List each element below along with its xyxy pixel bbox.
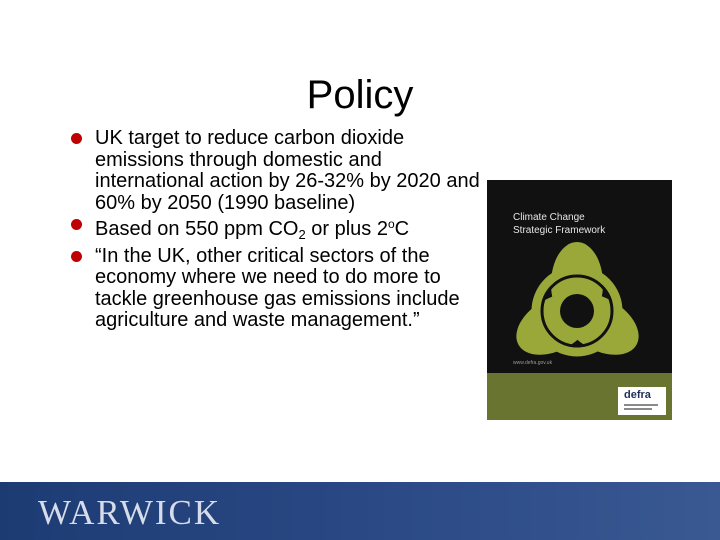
degree-superscript: o bbox=[387, 217, 395, 231]
cover-title-line: Climate Change bbox=[513, 212, 585, 223]
bullet-item bbox=[70, 246, 490, 332]
bullet-text: UK target to reduce carbon dioxide emissions through domestic and international action by 26-32% by 2020 and 60% by 2050 (1990 baseline) bbox=[95, 127, 480, 214]
slide-title: Policy bbox=[306, 73, 414, 117]
bullet-text-prefix: Based on 550 ppm CO bbox=[95, 218, 299, 240]
bullet-text: “In the UK, other critical sectors of the economy where we need to do more to tackle greenhouse gas emissions include agriculture and waste management.” bbox=[95, 244, 460, 331]
subscript-text: 2 bbox=[298, 227, 306, 242]
bullet-dot-icon bbox=[71, 219, 82, 230]
bullet-text bbox=[95, 218, 409, 240]
footer-bar bbox=[0, 482, 720, 540]
warwick-logo: WARWICK bbox=[38, 493, 222, 532]
divider bbox=[624, 408, 652, 410]
cover-url: www.defra.gov.uk bbox=[513, 360, 553, 366]
cover-title-line: Strategic Framework bbox=[513, 225, 606, 236]
report-cover-image bbox=[487, 180, 672, 420]
bullet-list bbox=[70, 128, 490, 332]
defra-logo-text: defra bbox=[624, 389, 651, 401]
bullet-dot-icon bbox=[71, 133, 82, 144]
bullet-text-suffix: C bbox=[394, 218, 410, 240]
bullet-dot-icon bbox=[71, 251, 82, 262]
bullet-text-middle: or plus 2 bbox=[305, 218, 388, 240]
trefoil-logo-icon bbox=[510, 239, 645, 369]
cover-footer-strip bbox=[487, 373, 672, 420]
defra-logo bbox=[618, 387, 666, 415]
divider bbox=[624, 404, 658, 406]
bullet-item bbox=[70, 128, 490, 214]
cover-title bbox=[513, 211, 663, 237]
bullet-item bbox=[70, 214, 490, 246]
